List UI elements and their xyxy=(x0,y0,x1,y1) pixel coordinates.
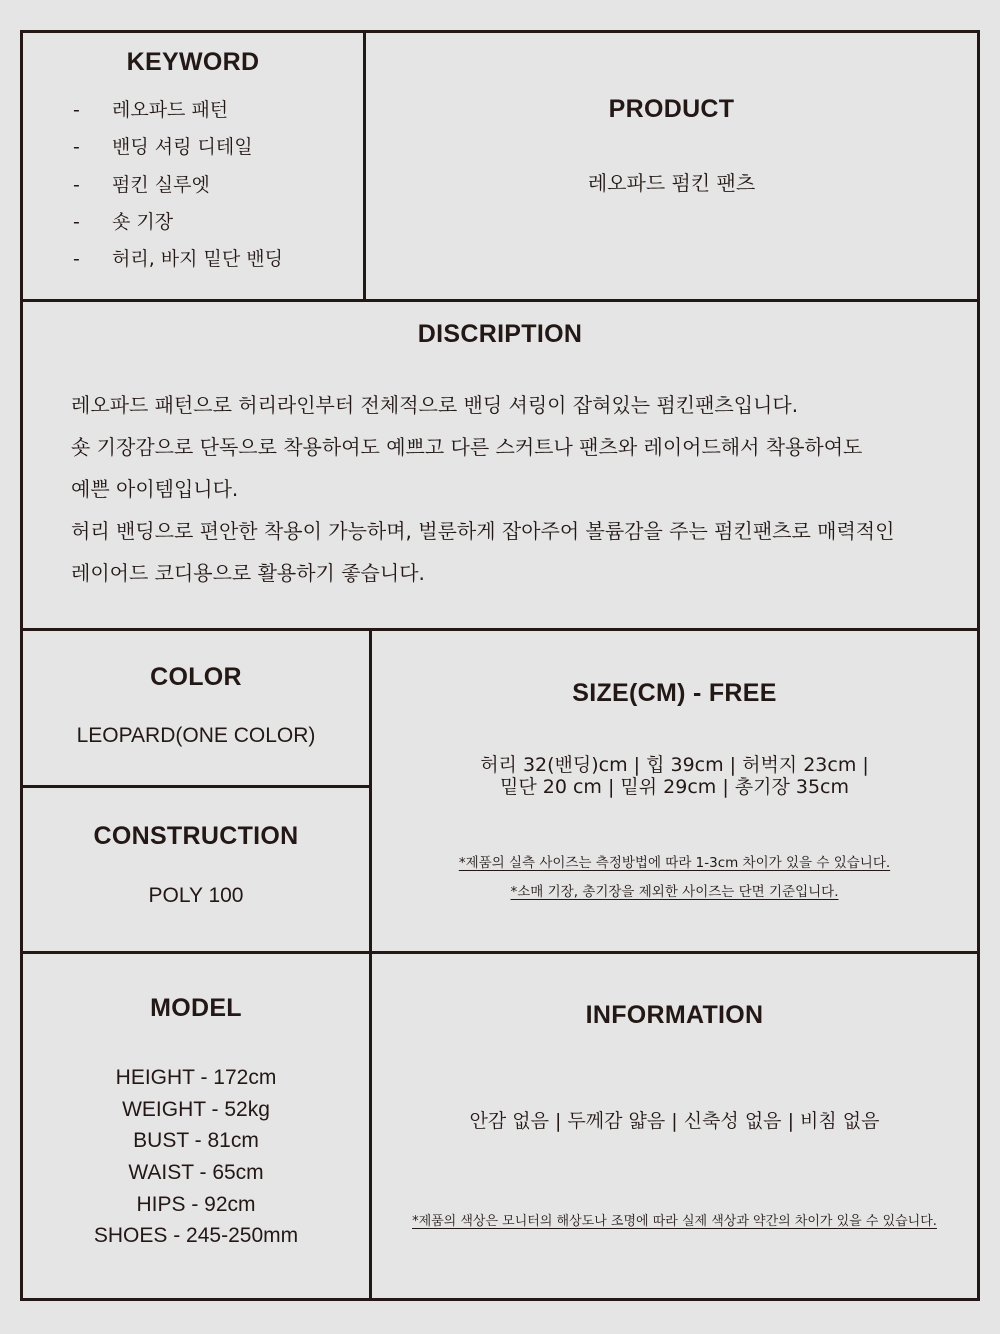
list-item xyxy=(73,170,283,207)
list-item xyxy=(73,95,283,132)
color-title: COLOR xyxy=(150,663,242,691)
model-section xyxy=(23,954,369,1298)
keyword-title: KEYWORD xyxy=(126,48,260,76)
model-shoes: SHOES - 245-250mm xyxy=(93,1224,299,1248)
keyword-item-text: 펌킨 실루엣 xyxy=(112,173,210,196)
keyword-item-text: 밴딩 셔링 디테일 xyxy=(112,136,253,159)
size-title: SIZE(CM) - FREE xyxy=(572,679,777,707)
information-fabric-details: 안감 없음 | 두께감 얇음 | 신축성 없음 | 비침 없음 xyxy=(469,1110,880,1132)
list-dash: - xyxy=(73,99,80,121)
size-measurements-line1: 허리 32(밴딩)cm | 힙 39cm | 허벅지 23cm | xyxy=(480,754,869,776)
construction-section xyxy=(23,788,369,951)
size-note-measurement: *제품의 실측 사이즈는 측정방법에 따라 1-3cm 차이가 있을 수 있습니다. xyxy=(458,855,891,871)
description-body xyxy=(71,384,957,594)
model-title: MODEL xyxy=(150,994,242,1022)
description-line: 레이어드 코디용으로 활용하기 좋습니다. xyxy=(71,561,425,585)
size-measurements-line2: 밑단 20 cm | 밑위 29cm | 총기장 35cm xyxy=(500,776,849,798)
size-section xyxy=(372,631,977,951)
model-waist: WAIST - 65cm xyxy=(128,1161,264,1185)
product-name: 레오파드 펌킨 팬츠 xyxy=(587,171,756,195)
keyword-list xyxy=(73,95,283,281)
spec-sheet-frame xyxy=(20,30,980,1301)
keyword-item-text: 숏 기장 xyxy=(112,210,174,233)
list-item xyxy=(73,244,283,281)
construction-title: CONSTRUCTION xyxy=(93,822,299,850)
product-title: PRODUCT xyxy=(608,95,735,123)
size-note-flat: *소매 기장, 총기장을 제외한 사이즈는 단면 기준입니다. xyxy=(510,884,839,900)
model-bust: BUST - 81cm xyxy=(133,1129,259,1153)
list-dash: - xyxy=(73,210,80,233)
description-section xyxy=(23,302,977,628)
model-stats-list xyxy=(23,1062,369,1252)
description-title: DISCRIPTION xyxy=(417,320,583,348)
description-line: 허리 밴딩으로 편안한 착용이 가능하며, 벌룬하게 잡아주어 볼륨감을 주는 펌킨팬츠로 매력적인 xyxy=(71,519,895,543)
keyword-section xyxy=(23,33,363,299)
list-dash: - xyxy=(73,248,80,271)
description-line: 숏 기장감으로 단독으로 착용하여도 예쁘고 다른 스커트나 팬츠와 레이어드해서 착용하여도 xyxy=(71,435,863,459)
information-section xyxy=(372,954,977,1298)
list-item xyxy=(73,132,283,169)
keyword-item-text: 레오파드 패턴 xyxy=(112,99,229,121)
description-line: 레오파드 패턴으로 허리라인부터 전체적으로 밴딩 셔링이 잡혀있는 펌킨팬츠입니다. xyxy=(71,393,799,417)
information-title: INFORMATION xyxy=(585,1001,764,1029)
model-weight: WEIGHT - 52kg xyxy=(122,1097,270,1121)
model-height: HEIGHT - 172cm xyxy=(115,1066,277,1089)
model-hips: HIPS - 92cm xyxy=(136,1192,256,1216)
product-section xyxy=(366,33,977,299)
description-line: 예쁜 아이템입니다. xyxy=(71,477,239,501)
color-section xyxy=(23,631,369,785)
information-color-note: *제품의 색상은 모니터의 해상도나 조명에 따라 실제 색상과 약간의 차이가 있을 수 있습니다. xyxy=(412,1214,937,1229)
list-dash: - xyxy=(73,173,80,196)
list-dash: - xyxy=(73,136,80,159)
color-value: LEOPARD(ONE COLOR) xyxy=(76,724,316,747)
list-item xyxy=(73,207,283,244)
construction-value: POLY 100 xyxy=(148,884,244,907)
keyword-item-text: 허리, 바지 밑단 밴딩 xyxy=(112,248,283,271)
